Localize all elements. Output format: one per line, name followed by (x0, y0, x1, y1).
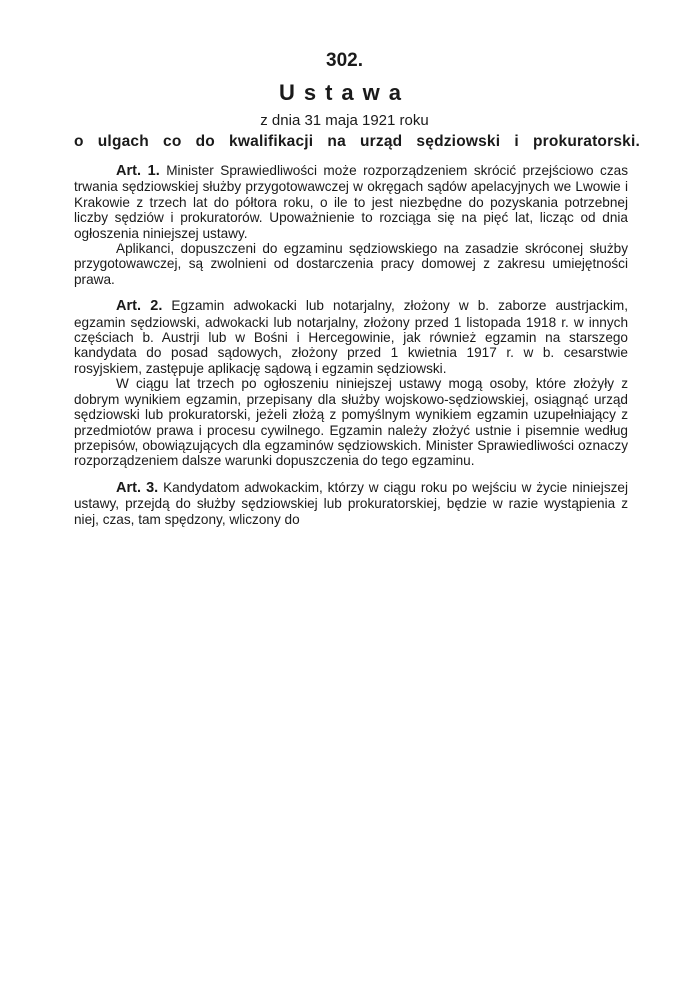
paragraph-text: Kandydatom adwokackim, którzy w ciągu roku po wejściu w życie niniejszej ustawy, przejdą do służby sędziowskiej lub prokuratorskiej, będzie w razie wystąpienia z niej, czas, tam spędzony, wliczony do (74, 479, 629, 527)
paragraph-text: Minister Sprawiedliwości może rozporządzeniem skrócić przejściowo czas trwania sędziowskiej służby przygotowawczej w okręgach sądów apelacyjnych we Lwowie i Krakowie z trzech lat do półtora roku, o ile to jest niezbędne do pozyskania potrzebnej liczby sędziów i prokuratorów. Upoważnienie to rozciąga się na pięć lat, licząc od dnia ogłoszenia niniejszej ustawy. (74, 163, 628, 241)
article-label: Art. 1. (116, 163, 160, 179)
article-1-paragraph-2 (74, 241, 628, 287)
article-2-paragraph-2 (74, 376, 628, 468)
document-body (74, 163, 628, 527)
document-date: z dnia 31 maja 1921 roku (260, 112, 429, 129)
paragraph-text: Egzamin adwokacki lub notarjalny, złożony w b. zaborze austrjackim, egzamin sędziowski, adwokacki lub notarjalny, złożony przed 1 listopada 1918 r. w innych częściach b. Austrji lub w Bośni i Hercegowinie, jak również egzamin na starszego kandydata do posad sądowych, złożony przed 1 kwietnia 1917 r. w b. cesarstwie rosyjskiem, zastępuje aplikację sądową i egzamin sędziowski. (74, 298, 629, 376)
document-subject: o ulgach co do kwalifikacji na urząd sędziowski i prokuratorski. (74, 133, 640, 150)
article-2-paragraph (74, 298, 628, 376)
document-title: Ustawa (278, 80, 411, 105)
paragraph-text: W ciągu lat trzech po ogłoszeniu niniejszej ustawy mogą osoby, które złożyły z dobrym wynikiem egzamin, przepisany dla służby wojskowo-sędziowskiej, osiągnąć urząd sędziowski lub prokuratorski, jeżeli złożą z pomyślnym wynikiem egzamin uzupełniający z przedmiotów prawa i procesu cywilnego. Egzamin należy złożyć ustnie i pisemnie według przepisów, obowiązujących dla egzaminów sędziowskich. Minister Sprawiedliwości oznaczy rozporządzeniem dalsze warunki dopuszczenia do tego egzaminu. (74, 376, 628, 469)
article-1-paragraph (74, 163, 628, 241)
article-label: Art. 2. (116, 298, 163, 315)
article-label: Art. 3. (116, 479, 159, 496)
article-3-paragraph (74, 480, 628, 527)
page-number: 302. (326, 50, 363, 71)
paragraph-text: Aplikanci, dopuszczeni do egzaminu sędziowskiego na zasadzie skróconej służby przygotowawczej, są zwolnieni od dostarczenia pracy domowej z zakresu umiejętności prawa. (74, 241, 628, 287)
